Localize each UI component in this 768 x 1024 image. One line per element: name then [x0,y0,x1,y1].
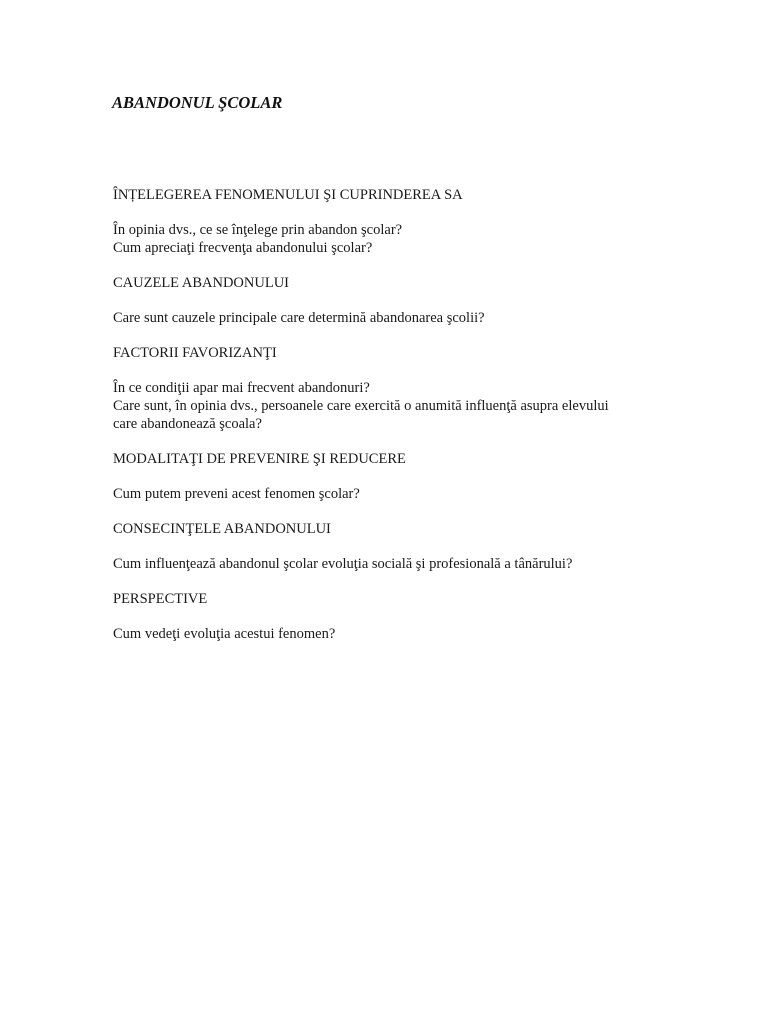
question-text: Cum influenţează abandonul şcolar evoluţia socială şi profesională a tânărului? [113,556,573,572]
section-causes [113,274,713,327]
section-heading: CONSECINŢELE ABANDONULUI [113,521,331,537]
section-heading: ÎNȚELEGEREA FENOMENULUI ŞI CUPRINDEREA SA [113,187,463,203]
section-factors [113,344,713,433]
question-text: În opinia dvs., ce se înţelege prin abandon şcolar? [113,222,403,238]
question-group [113,309,713,327]
section-understanding [113,186,713,257]
question-text: Care sunt, în opinia dvs., persoanele care exercită o anumită influenţă asupra elevului [113,398,609,414]
section-heading: CAUZELE ABANDONULUI [113,275,289,291]
question-text: care abandonează şcoala? [113,416,262,432]
question-text: Care sunt cauzele principale care determină abandonarea şcolii? [113,310,485,326]
question-text: Cum putem preveni acest fenomen şcolar? [113,486,360,502]
document-title: ABANDONUL ŞCOLAR [112,93,283,112]
question-group [113,555,713,573]
question-group [113,221,713,257]
section-prevention [113,450,713,503]
question-group [113,485,713,503]
section-heading: PERSPECTIVE [113,591,208,607]
document-body [113,186,713,660]
section-perspectives [113,590,713,643]
question-group [113,625,713,643]
question-text: În ce condiţii apar mai frecvent abandonuri? [113,380,370,396]
section-heading: FACTORII FAVORIZANŢI [113,345,277,361]
question-group [113,379,713,433]
section-heading: MODALITAŢI DE PREVENIRE ŞI REDUCERE [113,451,406,467]
question-text: Cum apreciaţi frecvenţa abandonului şcolar? [113,240,373,256]
section-consequences [113,520,713,573]
question-text: Cum vedeţi evoluţia acestui fenomen? [113,626,336,642]
